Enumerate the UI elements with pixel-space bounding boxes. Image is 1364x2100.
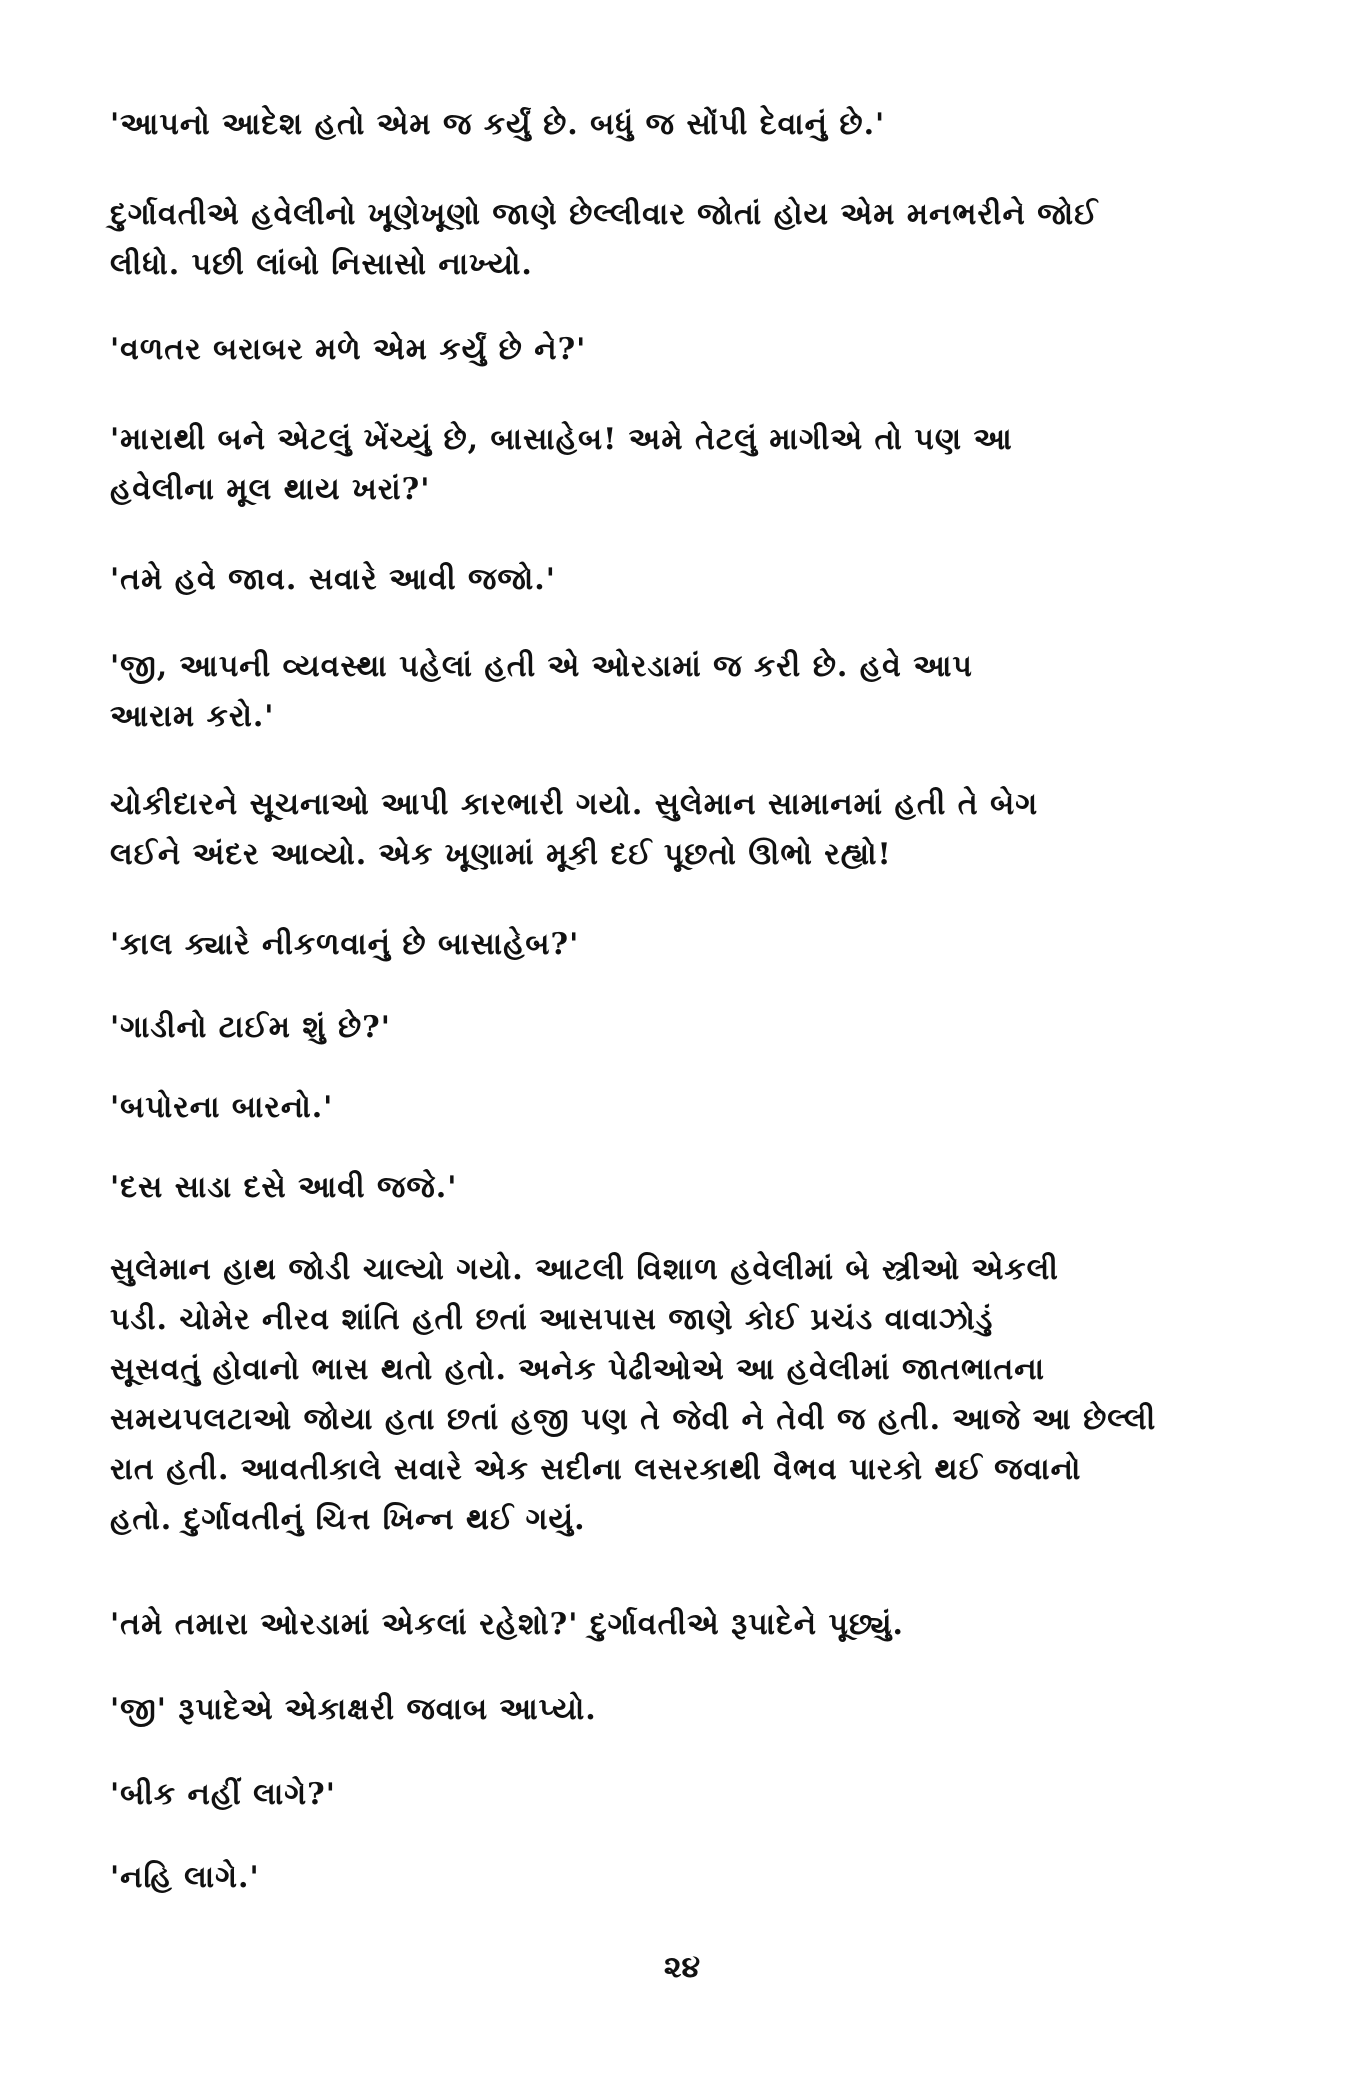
paragraph <box>110 1003 1260 1053</box>
text-line: 'તમે તમારા ઓરડામાં એકલાં રહેશો?' દુર્ગાવતીએ રૂપાદેને પૂછ્યું. <box>110 1607 904 1642</box>
text-line: 'જી, આપની વ્યવસ્થા પહેલાં હતી એ ઓરડામાં જ કરી છે. હવે આપ <box>110 649 973 684</box>
paragraph <box>110 415 1260 515</box>
text-line: 'દસ સાડા દસે આવી જજે.' <box>110 1170 458 1205</box>
text-line: 'બીક નહીં લાગે?' <box>110 1777 336 1812</box>
paragraph <box>110 1685 1260 1735</box>
paragraph <box>110 1083 1260 1133</box>
text-line: રાત હતી. આવતીકાલે સવારે એક સદીના લસરકાથી વૈભવ પારકો થઈ જવાનો <box>110 1452 1082 1487</box>
text-line: આરામ કરો.' <box>110 699 275 734</box>
text-line: 'જી' રૂપાદેએ એકાક્ષરી જવાબ આપ્યો. <box>110 1692 597 1727</box>
text-line: 'વળતર બરાબર મળે એમ કર્યું છે ને?' <box>110 332 587 367</box>
text-line: સુલેમાન હાથ જોડી ચાલ્યો ગયો. આટલી વિશાળ હવેલીમાં બે સ્ત્રીઓ એકલી <box>110 1252 1059 1287</box>
text-line: 'આપનો આદેશ હતો એમ જ કર્યું છે. બધું જ સોંપી દેવાનું છે.' <box>110 107 886 142</box>
text-line: સમયપલટાઓ જોયા હતા છતાં હજી પણ તે જેવી ને તેવી જ હતી. આજે આ છેલ્લી <box>110 1402 1157 1437</box>
page-number: ૨૪ <box>663 1950 701 1985</box>
paragraph <box>110 1245 1260 1545</box>
text-line: લીધો. પછી લાંબો નિસાસો નાખ્યો. <box>110 247 533 282</box>
paragraph <box>110 1853 1260 1903</box>
text-line: લઈને અંદર આવ્યો. એક ખૂણામાં મૂકી દઈ પૂછતો ઊભો રહ્યો! <box>110 837 892 872</box>
text-line: હતો. દુર્ગાવતીનું ચિત્ત ખિન્ન થઈ ગયું. <box>110 1502 586 1537</box>
paragraph <box>110 642 1260 742</box>
paragraph <box>110 1600 1260 1650</box>
text-line: 'ગાડીનો ટાઈમ શું છે?' <box>110 1010 391 1045</box>
paragraph <box>110 325 1260 375</box>
paragraph <box>110 1163 1260 1213</box>
text-line: 'કાલ ક્યારે નીકળવાનું છે બાસાહેબ?' <box>110 927 580 962</box>
paragraph <box>110 1770 1260 1820</box>
text-line: દુર્ગાવતીએ હવેલીનો ખૂણેખૂણો જાણે છેલ્લીવાર જોતાં હોય એમ મનભરીને જોઈ <box>110 197 1099 232</box>
text-line: 'નહિ લાગે.' <box>110 1860 260 1895</box>
text-line: સૂસવતું હોવાનો ભાસ થતો હતો. અનેક પેઢીઓએ આ હવેલીમાં જાતભાતના <box>110 1352 1045 1387</box>
paragraph <box>110 190 1260 290</box>
text-line: ચોકીદારને સૂચનાઓ આપી કારભારી ગયો. સુલેમાન સામાનમાં હતી તે બેગ <box>110 787 1039 822</box>
paragraph <box>110 920 1260 970</box>
text-line: પડી. ચોમેર નીરવ શાંતિ હતી છતાં આસપાસ જાણે કોઈ પ્રચંડ વાવાઝોડું <box>110 1302 994 1337</box>
text-line: 'તમે હવે જાવ. સવારે આવી જજો.' <box>110 562 556 597</box>
text-line: 'મારાથી બને એટલું ખેંચ્યું છે, બાસાહેબ! અમે તેટલું માગીએ તો પણ આ <box>110 422 1013 457</box>
paragraph <box>110 780 1260 880</box>
paragraph <box>110 100 1260 150</box>
paragraph <box>110 555 1260 605</box>
text-line: હવેલીના મૂલ થાય ખરાં?' <box>110 472 431 507</box>
text-line: 'બપોરના બારનો.' <box>110 1090 334 1125</box>
